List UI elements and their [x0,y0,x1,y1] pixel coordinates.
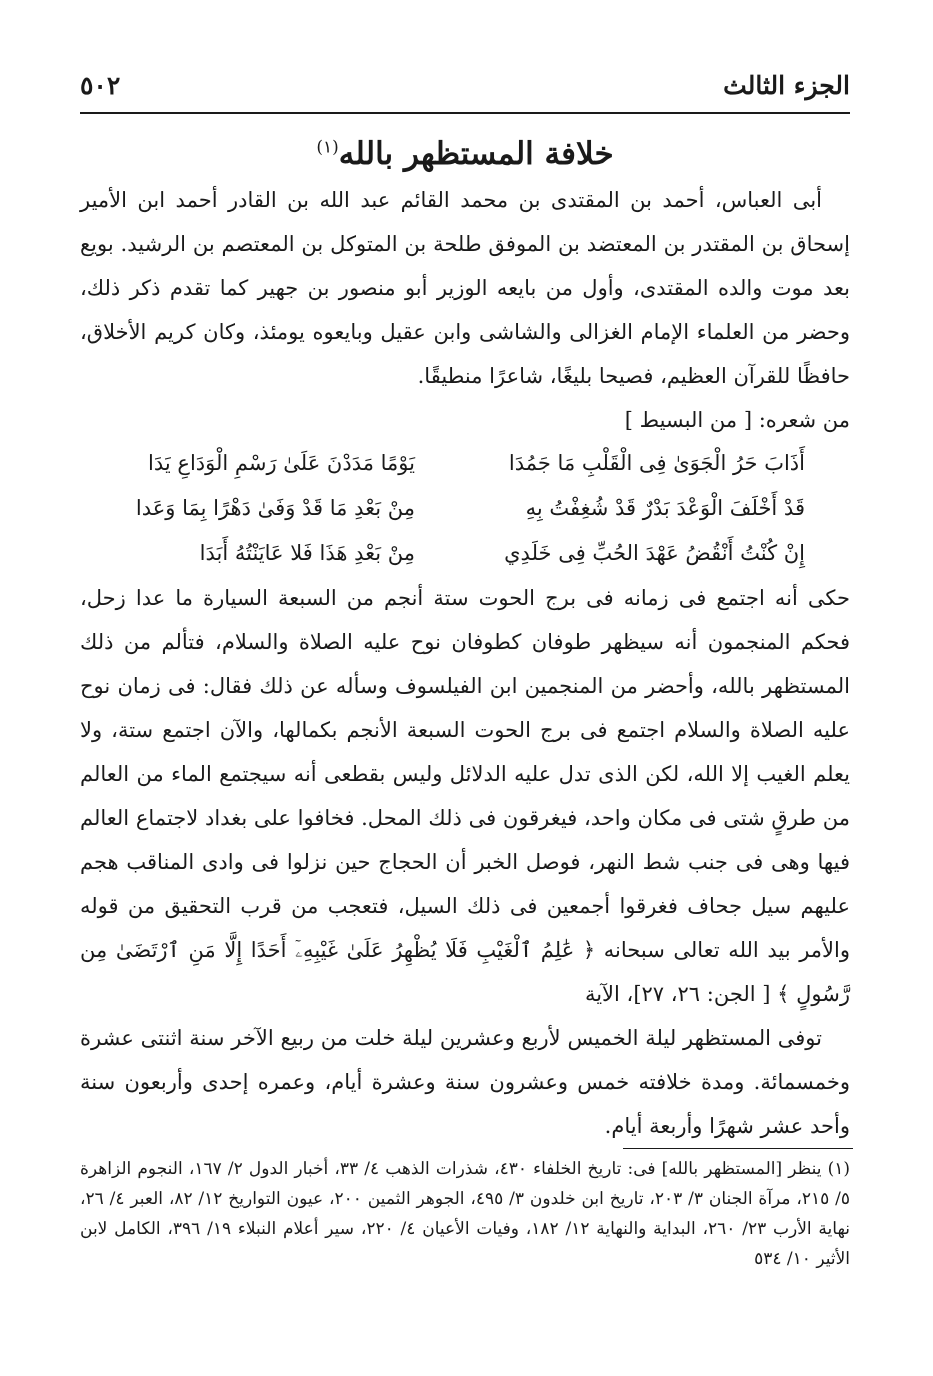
poetry-intro: من شعره: [ من البسيط ] [624,408,850,432]
verse-line [80,485,850,530]
verse-second-hemistich: مِنْ بَعْدِ مَا قَدْ وَفَىٰ دَهْرًا بِمَا وَعَدا [135,495,415,520]
verse-first-hemistich: قَدْ أَخْلَفَ الْوَعْدَ بَدْرٌ قَدْ شُغِفْتُ بِهِ [525,495,805,520]
biography-paragraph: أبى العباس، أحمد بن المقتدى بن محمد القائم عبد الله بن القادر أحمد ابن الأمير إسحاق بن المقتدر بن المعتضد بن الموفق طلحة بن المتوكل بن المعتصم بن الرشيد. بويع بعد موت والده المقتدى، وأول من بايعه الوزير أبو منصور بن جهير كما تقدم ذكر ذلك، وحضر من العلماء الإمام الغزالى والشاشى وابن عقيل وبايعوه يومئذ، وكان كريم الأخلاق، حافظًا للقرآن العظيم، فصيحا بليغًا، شاعرًا منطيقًا. [80,188,850,388]
verse-first-hemistich: إِنْ كُنْتُ أَنْقُضُ عَهْدَ الحُبِّ فِى خَلَدِي [504,540,805,565]
header-rule [80,112,850,114]
running-header [80,62,850,108]
footnote-text: (١) ينظر [المستظهر بالله] فى: تاريخ الخلفاء ٤٣٠، شذرات الذهب ٤/ ٣٣، أخبار الدول ٢/ ١٦٧، النجوم الزاهرة ٥/ ٢١٥، مرآة الجنان ٣/ ٢٠٣، تاريخ ابن خلدون ٣/ ٤٩٥، الجوهر الثمين ٢٠٠، عيون التواريخ ١٢/ ٨٢، العبر ٤/ ٢٦، نهاية الأرب ٢٣/ ٢٦٠، البداية والنهاية ١٢/ ١٨٢، وفيات الأعيان ٤/ ٢٢٠، سير أعلام النبلاء ١٩/ ٣٩٦، الكامل لابن الأثير ١٠/ ٥٣٤ [80,1159,851,1269]
verse-line [80,440,850,485]
poem [80,440,850,575]
verse-second-hemistich: مِنْ بَعْدِ هَذَا فَلا عَايَنْتُهُ أَبَدَا [199,540,415,565]
title-footnote-marker[interactable]: (١) [316,137,339,158]
footnote-rule [623,1148,853,1149]
verse-first-hemistich: أَذَابَ حَرُ الْجَوَىٰ فِى الْقَلْبِ مَا جَمُدَا [508,450,805,475]
death-paragraph: توفى المستظهر ليلة الخميس لأربع وعشرين ليلة خلت من ربيع الآخر سنة اثنتى عشرة وخمسمائة. ومدة خلافته خمس وعشرون سنة وعشرة أيام، وعمره إحدى وأربعون سنة وأحد عشر شهرًا وأربعة أيام. [80,1026,850,1138]
footnote [80,1154,850,1274]
page-number: ٥٠٢ [80,70,121,100]
main-section [80,576,850,1148]
flood-anecdote-paragraph: حكى أنه اجتمع فى زمانه فى برج الحوت ستة أنجم من السبعة السيارة ما عدا زحل، فحكم المنجمون أنه سيظهر طوفان كطوفان نوح عليه الصلاة والسلام، فتألم من ذلك المستظهر بالله، وأحضر من المنجمين ابن الفيلسوف وسأله عن ذلك فقال: فى زمان نوح عليه الصلاة والسلام اجتمع فى برج الحوت السبعة الأنجم بكمالها، والآن اجتمع ستة، ولا يعلم الغيب إلا الله، لكن الذى تدل عليه الدلائل وليس بقطعى أنه سيجتمع الماء من العالم من طرقٍ شتى فى مكان واحد، فيغرقون فى ذلك المحل. فخافوا على بغداد لاجتماع العالم فيها وهى فى جنب شط النهر، فوصل الخبر أن الحجاج حين نزلوا فى وادى المناقب هجم عليهم سيل جحاف فغرقوا أجمعين فى ذلك السيل، فتعجب من قرب التحقيق من قوله والأمر بيد الله تعالى سبحانه ﴿ عَٰلِمُ ٱلْغَيْبِ فَلَا يُظْهِرُ عَلَىٰ غَيْبِهِۦٓ أَحَدًا إِلَّا مَنِ ٱرْتَضَىٰ مِن رَّسُولٍ ﴾ [ الجن: ٢٦، ٢٧]، الآية [80,586,850,1006]
chapter-title-text: خلافة المستظهر بالله [338,136,614,172]
volume-label: الجزء الثالث [723,70,850,100]
verse-line [80,530,850,575]
verse-second-hemistich: يَوْمًا مَدَدْنَ عَلَىٰ رَسْمِ الْوَدَاعِ يَدَا [148,450,415,475]
chapter-title [80,136,850,172]
intro-section [80,178,850,442]
